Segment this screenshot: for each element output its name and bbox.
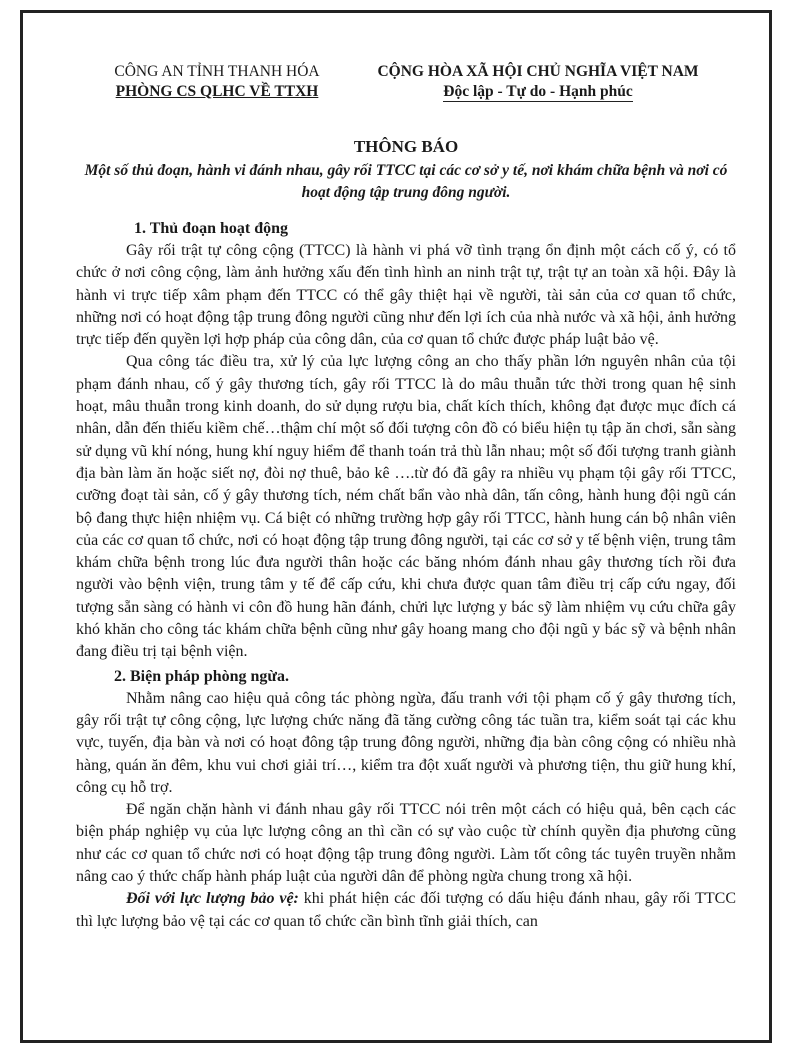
document-page	[76, 62, 736, 933]
section-1-paragraph-1: Gây rối trật tự công cộng (TTCC) là hành vi phá vỡ tình trạng ổn định một cách cố ý, có tổ chức ở nơi công cộng, làm ảnh hưởng xấu đến tình hình an ninh trật tự, trật tự an toàn xã hội. Đây là hành vi trực tiếp xâm phạm đến TTCC có thể gây thiệt hại về người, tài sản của cơ quan tổ chức, những nơi có hoạt động tập trung đông người cũng như đến lợi ích của nhà nước và xã hội, ảnh hưởng trực tiếp đến quyền lợi hợp pháp của công dân, của cơ quan tổ chức được pháp luật bảo vệ.	[76, 242, 736, 349]
paragraph-lead-in: Đối với lực lượng bảo vệ:	[126, 890, 299, 908]
agency-line-2: PHÒNG CS QLHC VỀ TTXH	[115, 83, 319, 100]
document-header	[76, 62, 736, 118]
section-1-paragraph-2: Qua công tác điều tra, xử lý của lực lượng công an cho thấy phần lớn nguyên nhân của tội phạm đánh nhau, cố ý gây thương tích, gây rối TTCC là do mâu thuẫn tức thời trong quan hệ sinh hoạt, mâu thuẫn trong kinh doanh, do sử dụng rượu bia, chất kích thích, không đạt được mục đích cá nhân, dẫn đến thiếu kiềm chế…thậm chí một số đối tượng côn đồ có biểu hiện tụ tập ăn chơi, sẵn sàng sử dụng vũ khí nóng, hung khí nguy hiểm để thanh toán trả thù lẫn nhau; một số đối tượng tranh giành địa bàn làm ăn hoặc siết nợ, đòi nợ thuê, bảo kê ….từ đó đã gây ra nhiều vụ phạm tội gây rối TTCC, cưỡng đoạt tài sản, cố ý gây thương tích, ném chất bẩn vào nhà dân, tấn công, hành hung đội ngũ cán bộ đang thực hiện nhiệm vụ. Cá biệt có những trường hợp gây rối TTCC, hành hung cán bộ nhân viên của các cơ quan tổ chức, nơi có hoạt động tập trung đông người, tại các cơ sở y tế bệnh viện, trung tâm khám chữa bệnh trong lúc đưa người thân hoặc các băng nhóm đánh nhau gây thương tích rồi đưa người vào bệnh viện, trung tâm y tế để cấp cứu, khi chưa được quan tâm điều trị cấp cứu ngay, đối tượng sẵn sàng có hành vi côn đồ hung hãn đánh, chửi lực lượng y bác sỹ làm nhiệm vụ cứu chữa gây khó khăn cho công tác khám chữa bệnh cũng như gây hoang mang cho đội ngũ y bác sỹ và bệnh nhân đang điều trị tại bệnh viện.	[76, 353, 736, 661]
motto-line-1: CỘNG HÒA XÃ HỘI CHỦ NGHĨA VIỆT NAM	[377, 63, 699, 80]
document-title: THÔNG BÁO	[353, 137, 459, 156]
motto-line-2: Độc lập - Tự do - Hạnh phúc	[443, 83, 633, 100]
section-2-paragraph-3	[76, 888, 736, 933]
section-2-heading: 2. Biện pháp phòng ngừa.	[114, 667, 290, 685]
agency-line-1: CÔNG AN TỈNH THANH HÓA	[114, 63, 320, 80]
section-2-paragraph-1: Nhằm nâng cao hiệu quả công tác phòng ngừa, đấu tranh với tội phạm cố ý gây thương tích, gây rối trật tự công cộng, lực lượng chức năng đã tăng cường công tác tuần tra, kiểm soát tại các khu vực, tuyến, địa bàn và nơi có hoạt đông tập trung đông người, những địa bàn công cộng có nhiều nhà hàng, quán ăn đêm, khu vui chơi giải trí…, kiểm tra đột xuất người và phương tiện, thu giữ hung khí, công cụ hỗ trợ.	[76, 689, 736, 796]
issuing-agency	[92, 62, 342, 102]
section-1-heading: 1. Thủ đoạn hoạt động	[134, 220, 288, 237]
paragraph-text: khi phát hiện các đối tượng có dấu hiệu đánh nhau, gây rối TTCC thì lực lượng bảo vệ tại các cơ quan tổ chức cần bình tĩnh giải thích, can	[76, 890, 737, 930]
document-subtitle: Một số thủ đoạn, hành vi đánh nhau, gây rối TTCC tại các cơ sở y tế, nơi khám chữa bệnh và nơi có hoạt động tập trung đông người.	[84, 162, 728, 201]
national-motto	[358, 62, 718, 102]
section-2-paragraph-2: Để ngăn chặn hành vi đánh nhau gây rối TTCC nói trên một cách có hiệu quả, bên cạch các biện pháp nghiệp vụ của lực lượng công an thì cần có sự vào cuộc từ chính quyền địa phương cũng như các cơ quan tổ chức nơi có hoạt động tập trung đông người. Làm tốt công tác tuyên truyền nhằm nâng cao ý thức chấp hành pháp luật của người dân để phòng ngừa chung trong xã hội.	[76, 801, 736, 886]
